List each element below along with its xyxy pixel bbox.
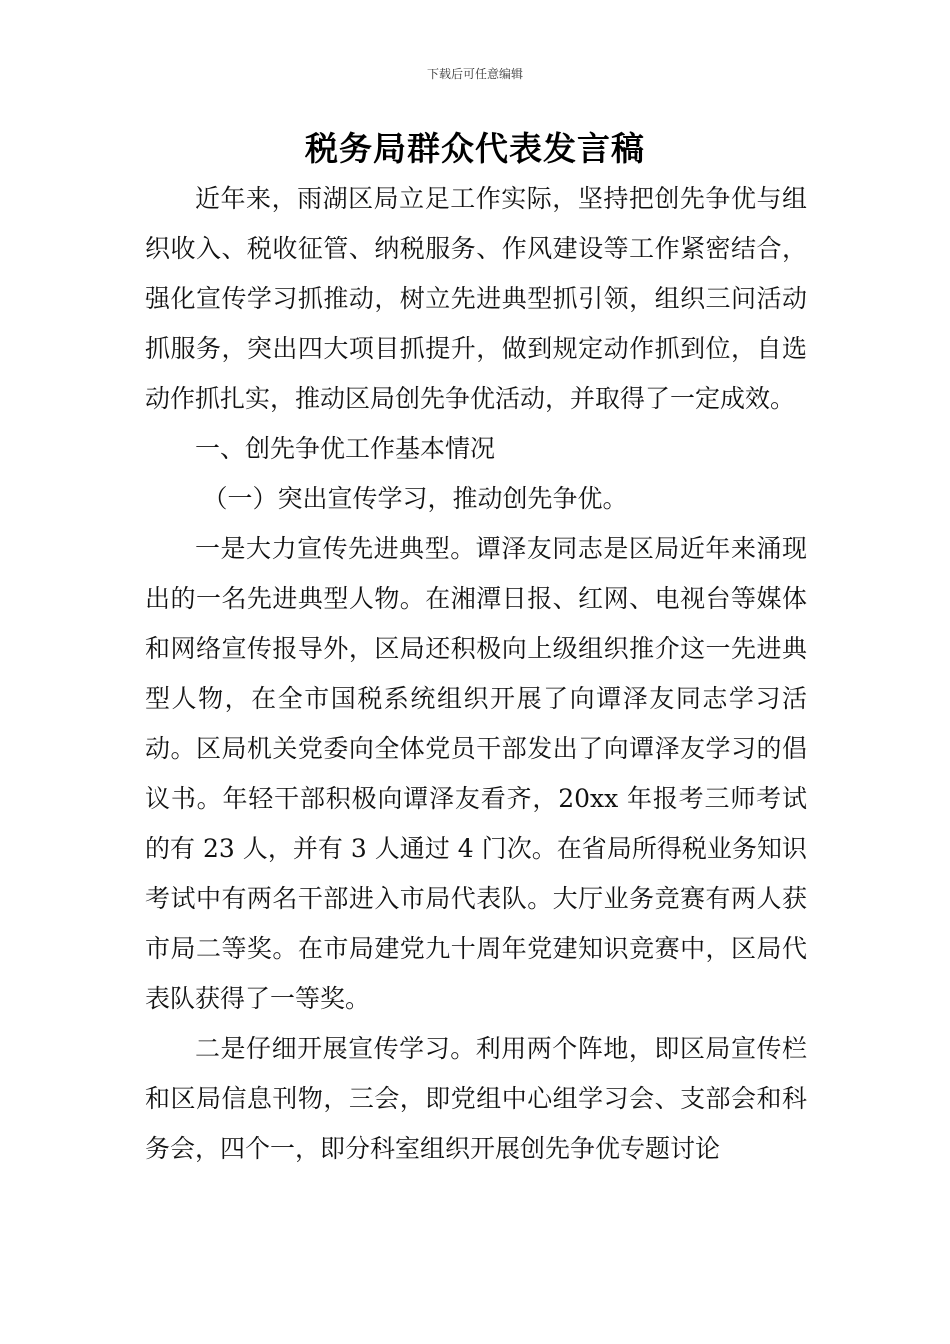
section-heading: 一、创先争优工作基本情况	[195, 434, 496, 463]
intro-paragraph: 近年来，雨湖区局立足工作实际，坚持把创先争优与组织收入、税收征管、纳税服务、作风建设等工作紧密结合，强化宣传学习抓推动，树立先进典型抓引领，组织三问活动抓服务，突出四大项目抓提升，做到规定动作抓到位，自选动作抓扎实，推动区局创先争优活动，并取得了一定成效。	[145, 184, 807, 413]
body-paragraph-2: 二是仔细开展宣传学习。利用两个阵地，即区局宣传栏和区局信息刊物，三会，即党组中心组学习会、支部会和科务会，四个一，即分科室组织开展创先争优专题讨论	[145, 1034, 807, 1163]
header-note: 下载后可任意编辑	[426, 67, 523, 81]
body-paragraph-1: 一是大力宣传先进典型。谭泽友同志是区局近年来涌现出的一名先进典型人物。在湘潭日报、红网、电视台等媒体和网络宣传报导外，区局还积极向上级组织推介这一先进典型人物，在全市国税系统组织开展了向谭泽友同志学习活动。区局机关党委向全体党员干部发出了向谭泽友学习的倡议书。年轻干部积极向谭泽友看齐，20xx 年报考三师考试的有 23 人，并有 3 人通过 4 门次。在省局所得税业务知识考试中有两名干部进入市局代表队。大厅业务竞赛有两人获市局二等奖。在市局建党九十周年党建知识竞赛中，区局代表队获得了一等奖。	[145, 534, 807, 1013]
document-body	[145, 174, 807, 1174]
subsection-heading: （一）突出宣传学习，推动创先争优。	[202, 484, 628, 513]
document-title: 税务局群众代表发言稿	[305, 129, 645, 168]
